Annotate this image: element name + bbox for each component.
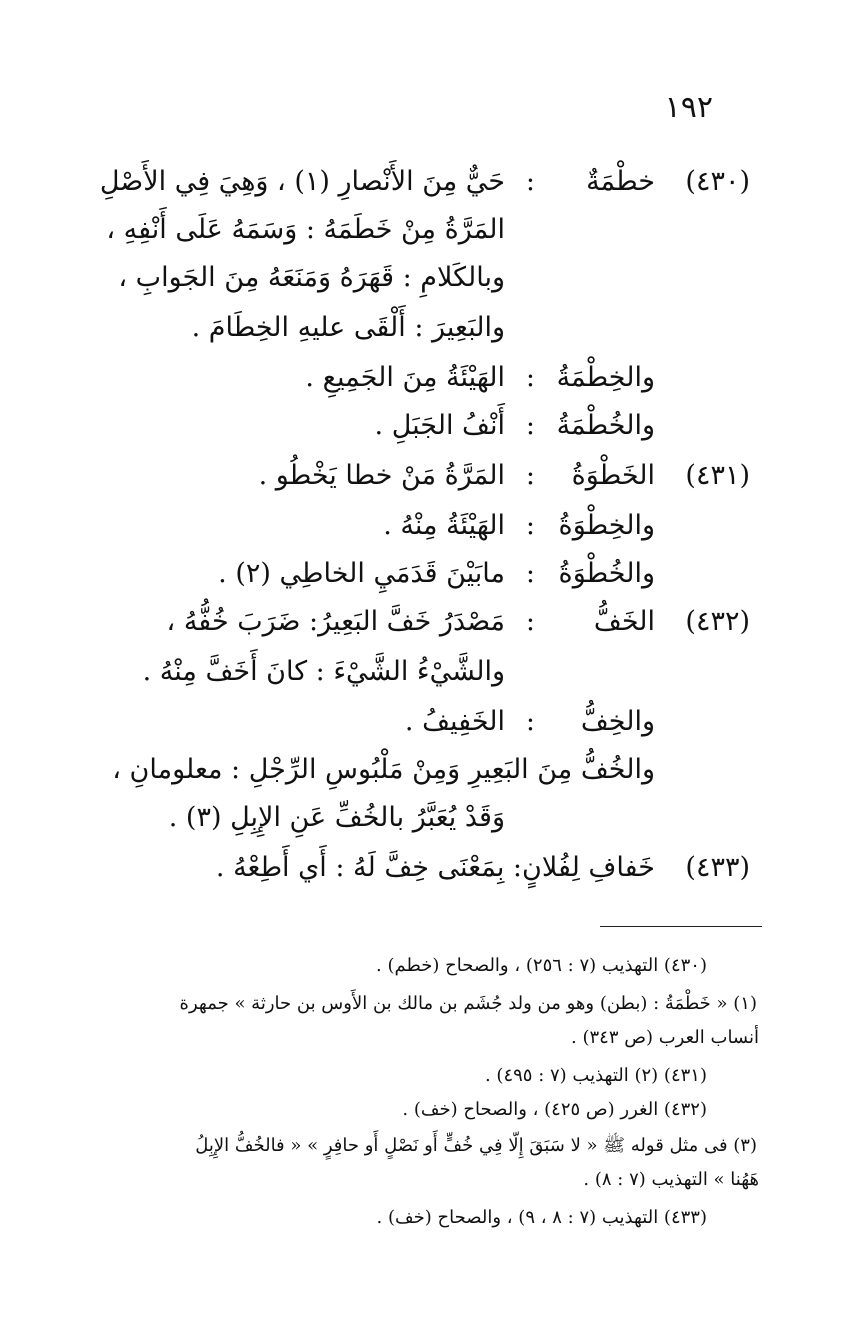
footnote-line: أنساب العرب (ص ٣٤٣) . <box>571 1027 759 1048</box>
entry-continuation: المَرَّةُ مِنْ خَطَمَهُ : وَسَمَهُ عَلَى أَنْفِهِ ، <box>106 214 505 245</box>
entry-definition: حَيٌّ مِنَ الأَنْصارِ (١) ، وَهِيَ فِي الأَصْلِ <box>99 166 505 197</box>
entry-headword: والخُطْمَةُ <box>556 410 655 441</box>
entry-continuation: وبالكَلامِ : قَهَرَهُ وَمَنَعَهُ مِنَ الجَوابِ ، <box>118 262 505 293</box>
entry-definition: المَرَّةُ مَنْ خطا يَخْطُو . <box>258 460 505 491</box>
entry-separator: : <box>525 362 535 393</box>
entry-headword: والخُطْوَةُ <box>558 558 655 589</box>
entry-full-line: والخُفُّ مِنَ البَعِيرِ وَمِنْ مَلْبُوسِ الرِّجْلِ : معلومانِ ، <box>112 754 655 785</box>
entry-definition: الهَيْئَةُ مِنْهُ . <box>383 510 505 541</box>
footnote-rule <box>600 926 762 927</box>
footnote-line: (٤٣١) (٢) التهذيب (٧ : ٤٩٥) . <box>484 1065 707 1086</box>
footnote-line: (٤٣٣) التهذيب (٧ : ٨ ، ٩) ، والصحاح (خف) . <box>376 1207 707 1228</box>
entry-definition: الهَيْئَةُ مِنَ الجَمِيعِ . <box>305 362 505 393</box>
entry-definition: أَنْفُ الجَبَلِ . <box>374 410 505 441</box>
page-number: ١٩٢ <box>664 90 713 125</box>
entry-separator: : <box>525 706 535 737</box>
entry-headword: والخِطْمَةُ <box>556 362 655 393</box>
entry-headword: الخَفُّ <box>593 606 655 637</box>
entry-definition: مابَيْنَ قَدَمَيِ الخاطِي (٢) . <box>218 558 505 589</box>
entry-separator: : <box>525 558 535 589</box>
entry-headword: والخِطْوَةُ <box>558 510 655 541</box>
entry-number: (٤٣١) <box>685 460 750 491</box>
entry-separator: : <box>525 606 535 637</box>
entry-separator: : <box>525 510 535 541</box>
footnote-line: (٣) فى مثل قوله ﷺ « لا سَبَقَ إِلّا فِي خُفٍّ أَو نَصْلٍ أَو حافِرٍ » « فالخُفُّ الإِبِلُ <box>195 1135 757 1156</box>
entry-separator: : <box>525 460 535 491</box>
entry-headword: خطْمَةٌ <box>586 166 655 197</box>
footnote-line: (١) « خَطْمَةُ : (بطن) وهو من ولد جُشَم بن مالك بن الأَوس بن حارثة » جمهرة <box>179 993 757 1014</box>
footnote-line: (٤٣٠) التهذيب (٧ : ٢٥٦) ، والصحاح (خطم) . <box>376 955 707 976</box>
entry-continuation: والشَّيْءُ الشَّيْءَ : كانَ أَخَفَّ مِنْهُ . <box>142 656 505 687</box>
entry-definition: الخَفِيفُ . <box>404 706 505 737</box>
entry-continuation: وَقَدْ يُعَبَّرُ بالخُفِّ عَنِ الإِبِلِ (٣) . <box>168 802 505 833</box>
entry-headword: الخَطْوَةُ <box>571 460 655 491</box>
entry-separator: : <box>525 410 535 441</box>
footnote-line: (٤٣٢) الغرر (ص ٤٢٥) ، والصحاح (خف) . <box>402 1099 707 1120</box>
entry-full-line: خَفافِ لِفُلانٍ: بِمَعْنَى خِفَّ لَهُ : أَي أَطِعْهُ . <box>215 852 655 883</box>
entry-number: (٤٣٢) <box>685 606 750 637</box>
entry-separator: : <box>525 166 535 197</box>
entry-headword: والخِفُّ <box>580 706 655 737</box>
entry-number: (٤٣٣) <box>685 852 750 883</box>
entry-continuation: والبَعِيرَ : أَلْقَى عليهِ الخِطَامَ . <box>191 312 505 343</box>
footnote-line: هَهُنا » التهذيب (٧ : ٨) . <box>583 1169 759 1190</box>
entry-definition: مَصْدَرُ خَفَّ البَعِيرُ: ضَرَبَ خُفُّهُ ، <box>166 606 505 637</box>
entry-number: (٤٣٠) <box>685 166 750 197</box>
